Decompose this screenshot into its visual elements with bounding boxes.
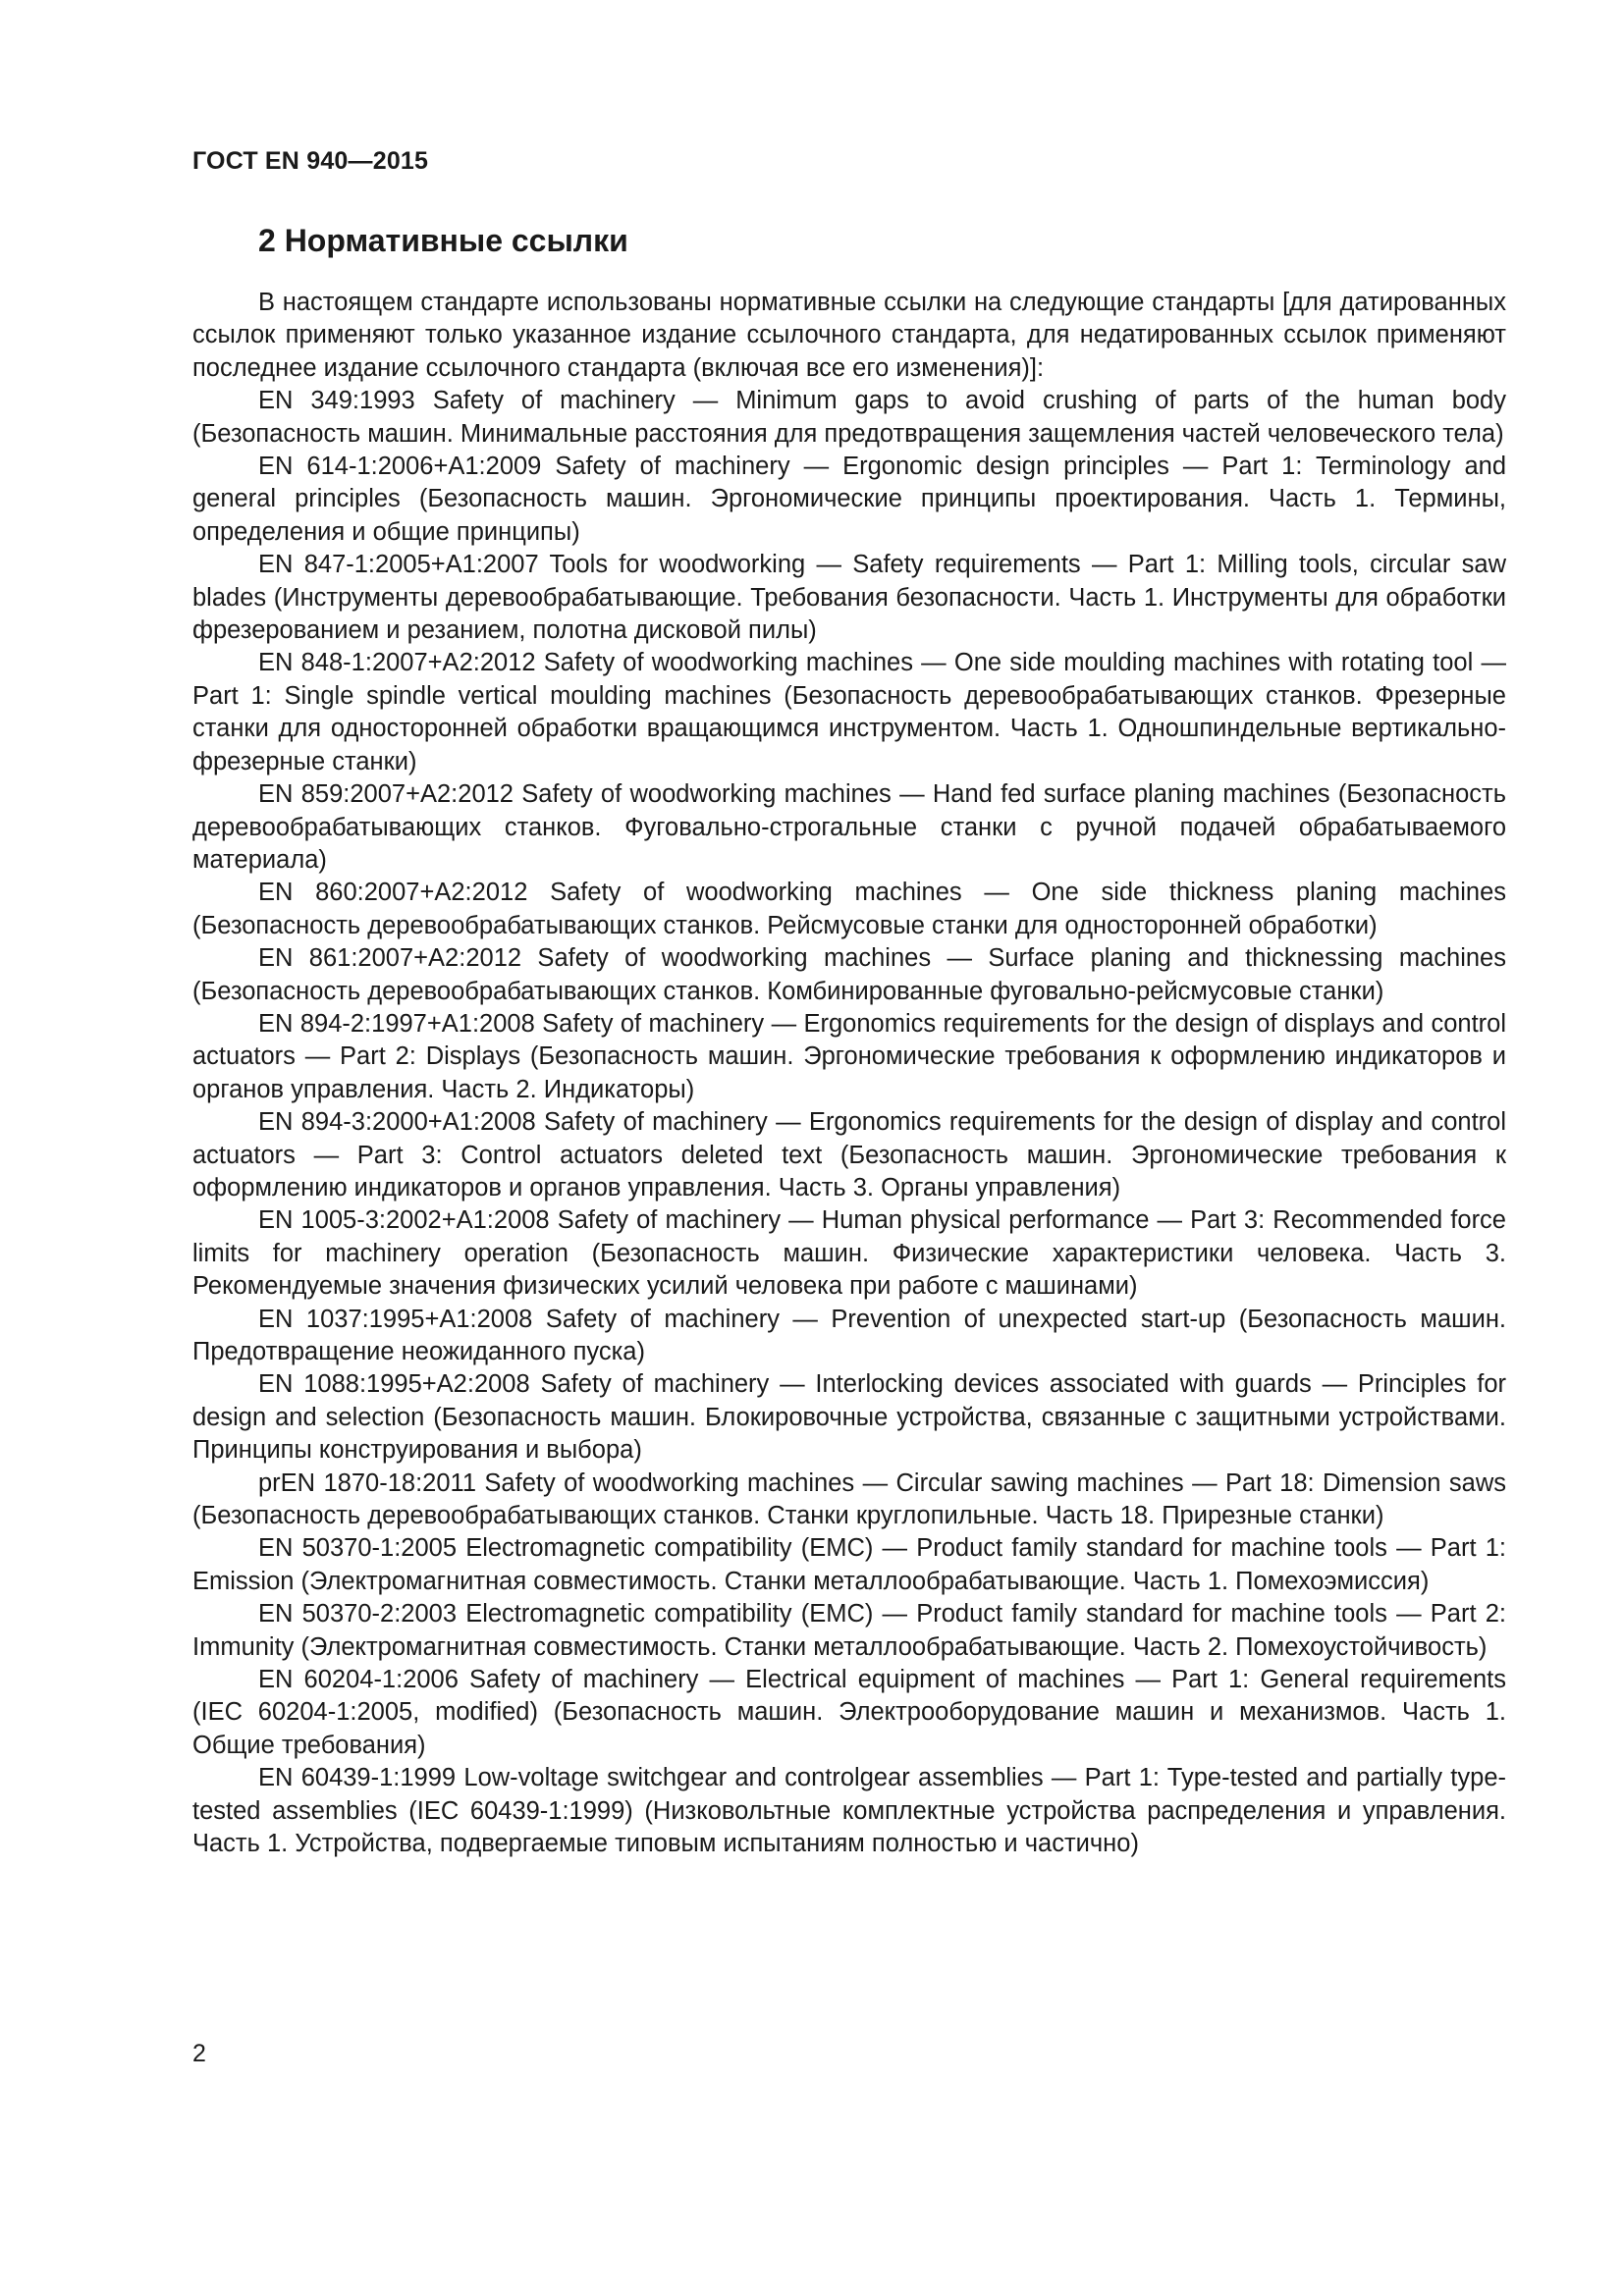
reference-item: EN 50370-2:2003 Electromagnetic compatibility (EMC) — Product family standard for machine tools — Part 2: Immunity (Электромагнитная совместимость. Станки металлообрабатывающие. Часть 2. Помехоустойчивость) <box>192 1600 1506 1661</box>
reference-item: EN 847-1:2005+A1:2007 Tools for woodworking — Safety requirements — Part 1: Milling tools, circular saw blades (Инструменты деревообрабатывающие. Требования безопасности. Часть 1. Инструменты для обработки фрезерованием и резанием, полотна дисковой пилы) <box>192 551 1506 645</box>
reference-item: EN 1088:1995+A2:2008 Safety of machinery — Interlocking devices associated with guards — Principles for design and selection (Безопасность машин. Блокировочные устройства, связанные с защитными устройствами. Принципы конструирования и выбора) <box>192 1370 1506 1465</box>
reference-item: EN 1005-3:2002+A1:2008 Safety of machinery — Human physical performance — Part 3: Recommended force limits for machinery operation (Безопасность машин. Физические характеристики человека. Часть 3. Рекомендуемые значения физических усилий человека при работе с машинами) <box>192 1206 1506 1301</box>
intro-paragraph: В настоящем стандарте использованы нормативные ссылки на следующие стандарты [для датированных ссылок применяют только указанное издание ссылочного стандарта, для недатированных ссылок применяют последнее издание ссылочного стандарта (включая все его изменения)]: <box>192 289 1506 382</box>
reference-item: EN 848-1:2007+A2:2012 Safety of woodworking machines — One side moulding machines with rotating tool — Part 1: Single spindle vertical moulding machines (Безопасность деревообрабатывающих станков. Фрезерные станки для односторонней обработки вращающимся инструментом. Часть 1. Одношпиндельные вертикально-фрезерные станки) <box>192 649 1506 775</box>
reference-item: EN 60204-1:2006 Safety of machinery — Electrical equipment of machines — Part 1: General requirements (IEC 60204-1:2005, modified) (Безопасность машин. Электрооборудование машин и механизмов. Часть 1. Общие требования) <box>192 1666 1506 1759</box>
reference-item: EN 894-3:2000+A1:2008 Safety of machinery — Ergonomics requirements for the design of display and control actuators — Part 3: Control actuators deleted text (Безопасность машин. Эргономические требования к оформлению индикаторов и органов управления. Часть 3. Органы управления) <box>192 1108 1506 1201</box>
running-header: ГОСТ EN 940—2015 <box>192 147 429 175</box>
reference-item: EN 859:2007+A2:2012 Safety of woodworking machines — Hand fed surface planing machines (Безопасность деревообрабатывающих станков. Фуговально-строгальные станки с ручной подачей обрабатываемого материала) <box>192 780 1506 874</box>
reference-item: EN 50370-1:2005 Electromagnetic compatibility (EMC) — Product family standard for machine tools — Part 1: Emission (Электромагнитная совместимость. Станки металлообрабатывающие. Часть 1. Помехоэмиссия) <box>192 1534 1506 1595</box>
reference-item: EN 1037:1995+A1:2008 Safety of machinery — Prevention of unexpected start-up (Безопасность машин. Предотвращение неожиданного пуска) <box>192 1305 1506 1365</box>
reference-item: EN 861:2007+A2:2012 Safety of woodworking machines — Surface planing and thicknessing machines (Безопасность деревообрабатывающих станков. Комбинированные фуговально-рейсмусовые станки) <box>192 944 1506 1005</box>
reference-item: prEN 1870-18:2011 Safety of woodworking machines — Circular sawing machines — Part 18: Dimension saws (Безопасность деревообрабатывающих станков. Станки круглопильные. Часть 18. Прирезные станки) <box>192 1468 1506 1530</box>
reference-item: EN 894-2:1997+A1:2008 Safety of machinery — Ergonomics requirements for the design of displays and control actuators — Part 2: Displays (Безопасность машин. Эргономические требования к оформлению индикаторов и органов управления. Часть 2. Индикаторы) <box>192 1009 1506 1103</box>
normative-references-body <box>192 287 1506 1861</box>
section-title: 2 Нормативные ссылки <box>258 223 628 258</box>
page-number: 2 <box>192 2040 206 2067</box>
reference-item: EN 349:1993 Safety of machinery — Minimum gaps to avoid crushing of parts of the human body (Безопасность машин. Минимальные расстояния для предотвращения защемления частей человеческого тела) <box>192 387 1506 448</box>
reference-item: EN 614-1:2006+A1:2009 Safety of machinery — Ergonomic design principles — Part 1: Terminology and general principles (Безопасность машин. Эргономические принципы проектирования. Часть 1. Термины, определения и общие принципы) <box>192 453 1506 546</box>
reference-item: EN 60439-1:1999 Low-voltage switchgear and controlgear assemblies — Part 1: Type-tested and partially type-tested assemblies (IEC 60439-1:1999) (Низковольтные комплектные устройства распределения и управления. Часть 1. Устройства, подвергаемые типовым испытаниям полностью и частично) <box>192 1764 1506 1858</box>
reference-item: EN 860:2007+A2:2012 Safety of woodworking machines — One side thickness planing machines (Безопасность деревообрабатывающих станков. Рейсмусовые станки для односторонней обработки) <box>192 879 1506 939</box>
